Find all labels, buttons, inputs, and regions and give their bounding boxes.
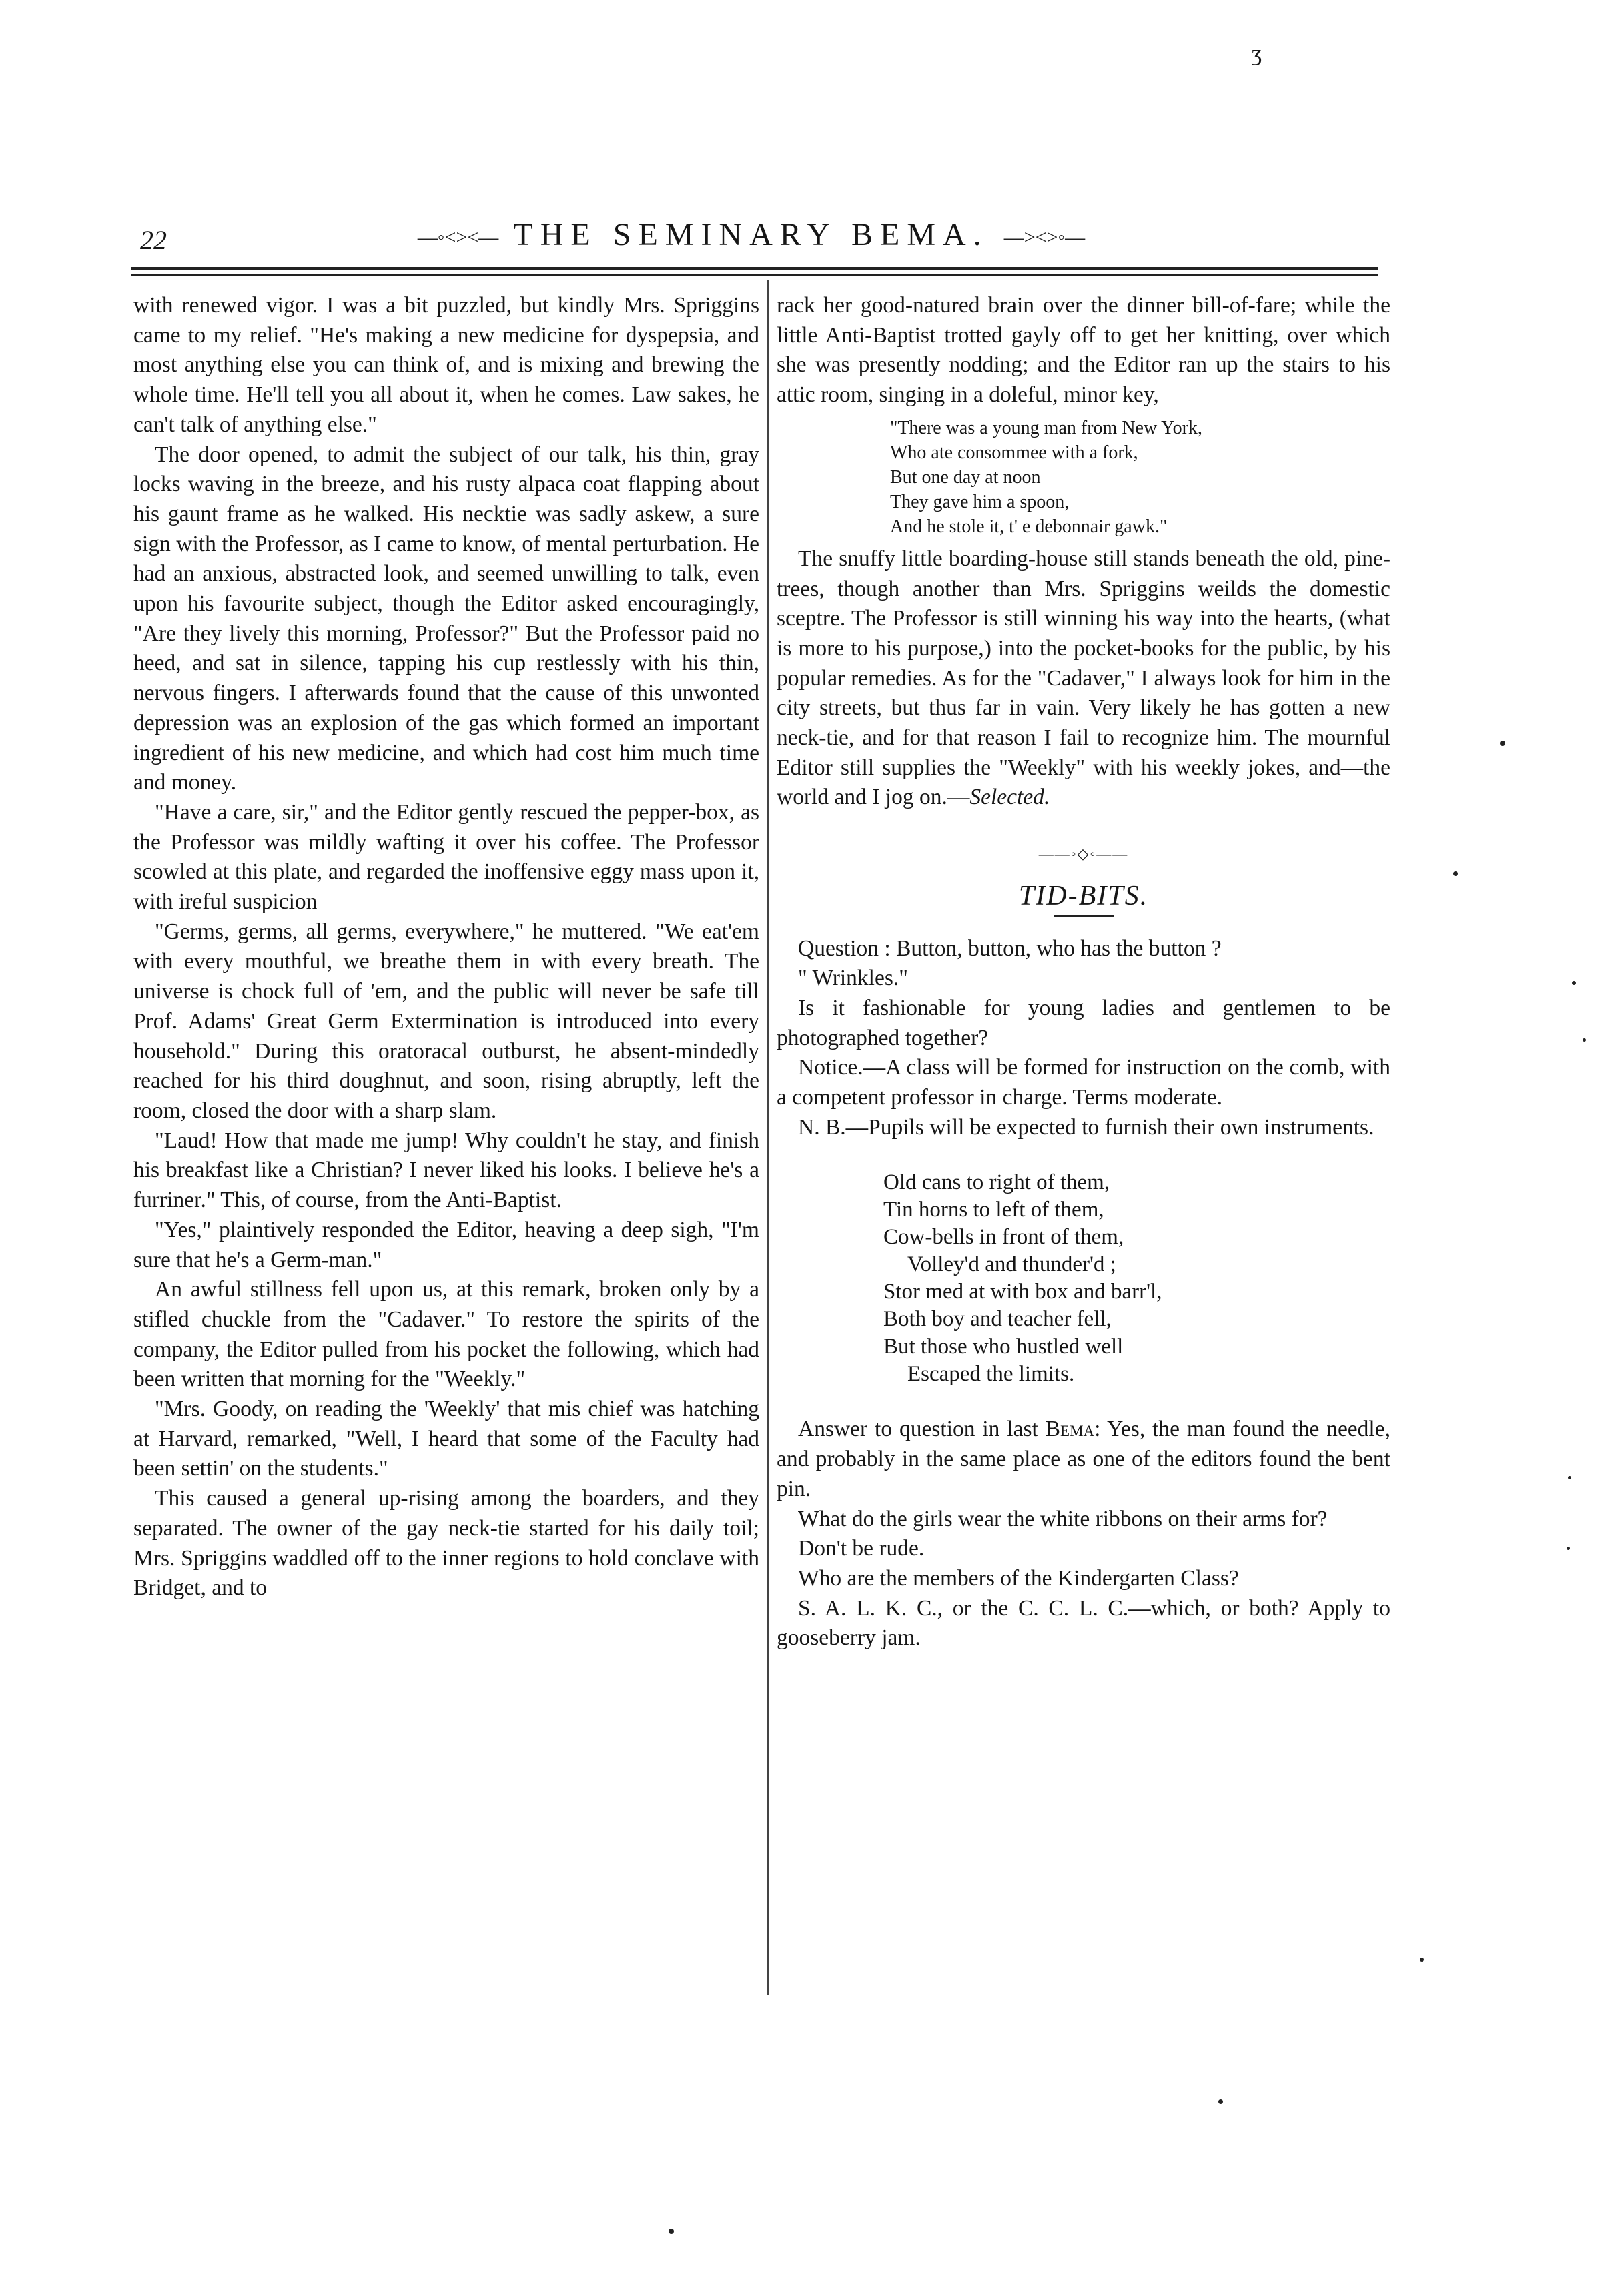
paragraph: with renewed vigor. I was a bit puzzled, but kindly Mrs. Spriggins came to my relief. "He's making a new medicine for dyspepsia, and most anything else you can think of, and is mixing and brewing the whole time. He'll tell you all about it, when he comes. Law sakes, he can't talk of anything else." (133, 293, 759, 437)
answer: Don't be rude. (798, 1536, 925, 1561)
parody-poem (883, 1169, 1390, 1388)
paragraph: "Have a care, sir," and the Editor gently rescued the pepper-box, as the Professor was mildly wafting it over his coffee. The Professor scowled at this plate, and regarded the inoffensive eggy mass upon it, with ireful suspicion (133, 799, 759, 915)
left-column (133, 291, 759, 1603)
paragraph: "Yes," plaintively responded the Editor, heaving a deep sigh, "I'm sure that he's a Germ-man." (133, 1217, 759, 1272)
poem-line: Volley'd and thunder'd ; (907, 1252, 1116, 1277)
right-flourish-icon: —><>◦— (1003, 226, 1086, 248)
verse-line: And he stole it, t' e debonnair gawk." (890, 516, 1168, 537)
paragraph: An awful stillness fell upon us, at this remark, broken only by a stifled chuckle from the "Cadaver." To restore the spirits of the company, the Editor pulled from his pocket the following, which had been written that morning for the "Weekly." (133, 1277, 759, 1392)
answer: " Wrinkles." (798, 966, 908, 991)
title-rule (1054, 915, 1114, 917)
scan-speck (1583, 1038, 1586, 1042)
verse-line: But one day at noon (890, 466, 1041, 488)
publication-title: THE SEMINARY BEMA. (513, 217, 989, 252)
paragraph: The door opened, to admit the subject of our talk, his thin, gray locks waving in the breeze, and his rusty alpaca coat flapping about his gaunt frame as he walked. His necktie was sadly askew, a sure sign with the Professor, as I came to know, of mental perturbation. He had an anxious, abstracted look, and seemed unwilling to talk, even upon his favourite subject, though the Editor asked encouragingly, "Are they lively this morning, Professor?" But the Professor paid no heed, and sat in silence, tapping his cup restlessly with his thin, nervous fingers. I afterwards found that the cause of this unwonted depression was an explosion of the gas which formed an important ingredient of his new medicine, and which had cost him much time and money. (133, 442, 759, 795)
question: S. A. L. K. C., or the C. C. L. C.—which, or both? Apply to gooseberry jam. (777, 1595, 1390, 1651)
poem-line: Stor med at with box and barr'l, (883, 1280, 1162, 1304)
question: Question : Button, button, who has the button ? (798, 935, 1222, 961)
paragraph: This caused a general up-rising among the boarders, and they separated. The owner of the gay neck-tie started for his daily toil; Mrs. Spriggins waddled off to the inner regions to hold conclave with Bridget, and to (133, 1486, 759, 1601)
scan-speck (1453, 871, 1458, 876)
paragraph: rack her good-natured brain over the dinner bill-of-fare; while the little Anti-Baptist trotted gayly off to get her knitting, over which she was presently nodding; and the Editor ran up the stairs to his attic room, singing in a doleful, minor key, (777, 293, 1390, 408)
scan-speck (1568, 1476, 1571, 1479)
right-column (777, 291, 1390, 1653)
poem-line: But those who hustled well (883, 1335, 1124, 1359)
masthead (124, 216, 1378, 253)
section-title: TID-BITS. (1018, 880, 1149, 911)
question: What do the girls wear the white ribbons on their arms for? (798, 1506, 1328, 1531)
header-rule-thin (131, 274, 1378, 276)
poem-line: Cow-bells in front of them, (883, 1225, 1124, 1250)
closing-text: The snuffy little boarding-house still stands beneath the old, pine-trees, though another than Mrs. Spriggins weilds the domestic sceptre. The Professor is still winning his way into the hearts, (what is more to his purpose,) into the pocket-books for the public, by his popular remedies. As for the "Cadaver," I always look for him in the city streets, but thus far in vain. Very likely he has gotten a new neck-tie, and for that reason I fail to recognize him. The mournful Editor still supplies the "Weekly" with his weekly jokes, and—the world and I jog on.— (777, 546, 1390, 810)
verse-line: They gave him a spoon, (890, 491, 1070, 512)
answer-pre: Answer to question in last (798, 1417, 1046, 1442)
scan-speck (1572, 981, 1576, 985)
poem-line: Escaped the limits. (907, 1362, 1075, 1387)
notice-text: Notice.—A class will be formed for instruction on the comb, with a competent professor in charge. Terms moderate. (777, 1055, 1390, 1110)
answer-post: : Yes, the man found the needle, and probably in the same place as one of the editors found the bent pin. (777, 1417, 1390, 1501)
paragraph: "Mrs. Goody, on reading the 'Weekly' that mis chief was hatching at Harvard, remarked, "Well, I heard that some of the Faculty had been settin' on the students." (133, 1397, 759, 1481)
verse-line: "There was a young man from New York, (890, 417, 1202, 438)
attribution: Selected. (969, 785, 1050, 810)
notice (777, 1053, 1390, 1142)
poem-line: Old cans to right of them, (883, 1170, 1110, 1195)
question: Is it fashionable for young ladies and gentlemen to be photographed together? (777, 995, 1390, 1050)
poem-line: Tin horns to left of them, (883, 1198, 1104, 1222)
bema-smallcaps: Bema (1045, 1417, 1095, 1442)
scan-speck (1500, 741, 1505, 746)
scan-speck (1567, 1547, 1570, 1550)
paragraph (777, 544, 1390, 813)
scan-speck (1218, 2099, 1223, 2104)
question: Who are the members of the Kindergarten Class? (798, 1565, 1239, 1591)
verse-line: Who ate consommee with a fork, (890, 442, 1138, 463)
poem-line: Both boy and teacher fell, (883, 1307, 1112, 1332)
left-flourish-icon: —◦<><— (417, 226, 499, 248)
section-ornament: ——◦◇◦—— (1038, 845, 1129, 863)
page-header (124, 208, 1378, 262)
column-divider (767, 280, 769, 1995)
scan-speck (669, 2229, 674, 2234)
answer-paragraph (777, 1415, 1390, 1504)
notice-nb: N. B.—Pupils will be expected to furnish their own instruments. (798, 1114, 1374, 1140)
paragraph: "Laud! How that made me jump! Why couldn't he stay, and finish his breakfast like a Christian? I never liked his looks. I believe he's a furriner." This, of course, from the Anti-Baptist. (133, 1128, 759, 1213)
page-mark: ʒ (1252, 41, 1262, 66)
scan-speck (1420, 1958, 1424, 1962)
header-rule (131, 267, 1378, 270)
page-number: 22 (140, 225, 167, 255)
limerick (890, 416, 1390, 539)
paragraph: "Germs, germs, all germs, everywhere," he muttered. "We eat'em with every mouthful, we breathe them in with every breath. The universe is chock full of 'em, and the public will never be safe till Prof. Adams' Great Germ Extermination is introduced into every household." During this oratoracal outburst, he absent-mindedly reached for his third doughnut, and soon, rising abruptly, left the room, closed the door with a sharp slam. (133, 919, 759, 1123)
